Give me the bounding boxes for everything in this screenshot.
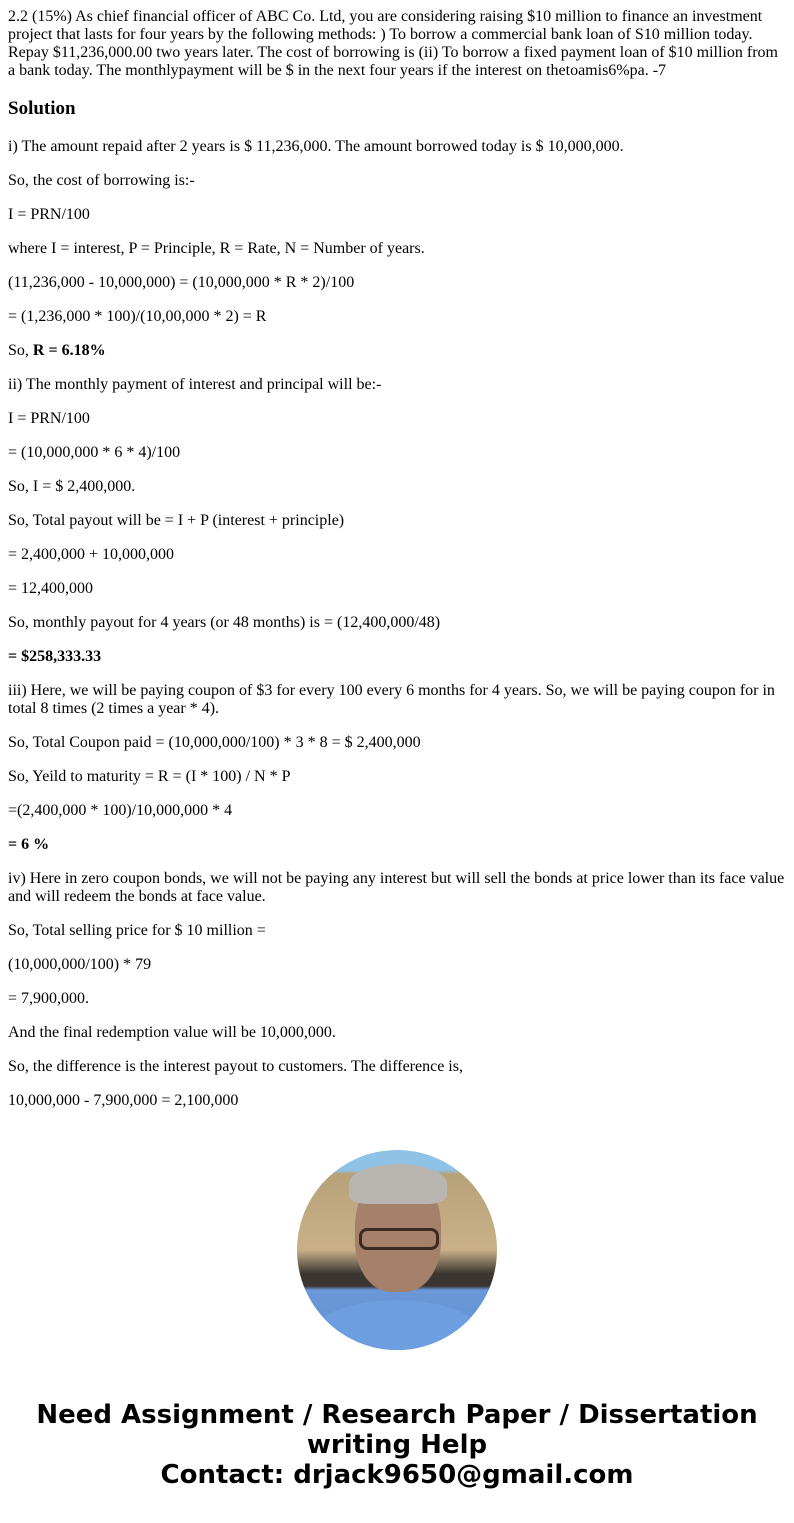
author-photo	[297, 1150, 497, 1350]
solution-paragraph	[8, 648, 786, 666]
paragraph-text: = (1,236,000 * 100)/(10,00,000 * 2) = R	[8, 308, 267, 325]
paragraph-text: ii) The monthly payment of interest and principal will be:-	[8, 376, 382, 393]
solution-paragraph	[8, 308, 786, 326]
solution-paragraph	[8, 990, 786, 1008]
paragraph-text: =(2,400,000 * 100)/10,000,000 * 4	[8, 802, 233, 819]
photo-glasses	[359, 1228, 439, 1250]
paragraph-text: I = PRN/100	[8, 206, 90, 223]
footer-help-text: Need Assignment / Research Paper / Dissertation writing Help	[36, 1400, 758, 1460]
author-photo-container	[0, 1150, 794, 1350]
paragraph-bold-result: R = 6.18%	[32, 342, 106, 359]
solution-paragraph	[8, 1058, 786, 1076]
solution-paragraph	[8, 956, 786, 974]
paragraph-text: (11,236,000 - 10,000,000) = (10,000,000 * R * 2)/100	[8, 274, 355, 291]
solution-paragraph	[8, 1092, 786, 1110]
paragraph-text: 10,000,000 - 7,900,000 = 2,100,000	[8, 1092, 239, 1109]
paragraph-text: So, Total payout will be = I + P (interest + principle)	[8, 512, 345, 529]
paragraph-text: = 2,400,000 + 10,000,000	[8, 546, 175, 563]
solution-heading: Solution	[8, 98, 76, 119]
solution-paragraph	[8, 444, 786, 462]
paragraph-text: So, Total Coupon paid = (10,000,000/100) * 3 * 8 = $ 2,400,000	[8, 734, 421, 751]
solution-paragraph	[8, 342, 786, 360]
paragraph-text: So, the difference is the interest payout to customers. The difference is,	[8, 1058, 463, 1075]
paragraph-text: So,	[8, 342, 33, 359]
paragraph-text: = 7,900,000.	[8, 990, 90, 1007]
solution-paragraph	[8, 836, 786, 854]
footer-contact: Contact: drjack9650@gmail.com	[160, 1460, 634, 1490]
paragraph-text: So, the cost of borrowing is:-	[8, 172, 195, 189]
solution-paragraph	[8, 410, 786, 428]
photo-shirt	[307, 1300, 487, 1350]
paragraph-text: I = PRN/100	[8, 410, 90, 427]
solution-paragraph	[8, 206, 786, 224]
solution-paragraph	[8, 802, 786, 820]
paragraph-text: (10,000,000/100) * 79	[8, 956, 152, 973]
paragraph-text: So, monthly payout for 4 years (or 48 months) is = (12,400,000/48)	[8, 614, 441, 631]
solution-paragraph	[8, 768, 786, 786]
solution-paragraph	[8, 682, 786, 718]
paragraph-bold-result: = $258,333.33	[8, 648, 102, 665]
paragraph-text: iii) Here, we will be paying coupon of $3 for every 100 every 6 months for 4 years. So, we will be paying coupon for in total 8 times (2 times a year * 4).	[8, 682, 775, 717]
solution-paragraph	[8, 922, 786, 940]
paragraph-text: where I = interest, P = Principle, R = Rate, N = Number of years.	[8, 240, 425, 257]
solution-paragraph	[8, 240, 786, 258]
paragraph-bold-result: = 6 %	[8, 836, 50, 853]
solution-paragraph	[8, 478, 786, 496]
solution-body	[8, 138, 786, 1110]
paragraph-text: And the final redemption value will be 10,000,000.	[8, 1024, 336, 1041]
paragraph-text: = 12,400,000	[8, 580, 94, 597]
paragraph-text: So, Yeild to maturity = R = (I * 100) / N * P	[8, 768, 291, 785]
photo-hair	[349, 1164, 447, 1204]
paragraph-text: So, I = $ 2,400,000.	[8, 478, 136, 495]
solution-paragraph	[8, 546, 786, 564]
solution-paragraph	[8, 734, 786, 752]
solution-paragraph	[8, 172, 786, 190]
footer-ad	[0, 1400, 794, 1510]
solution-paragraph	[8, 376, 786, 394]
solution-paragraph	[8, 1024, 786, 1042]
paragraph-text: i) The amount repaid after 2 years is $ 11,236,000. The amount borrowed today is $ 10,000,000.	[8, 138, 624, 155]
solution-paragraph	[8, 614, 786, 632]
solution-paragraph	[8, 870, 786, 906]
solution-paragraph	[8, 138, 786, 156]
solution-paragraph	[8, 512, 786, 530]
paragraph-text: So, Total selling price for $ 10 million =	[8, 922, 266, 939]
question-text: 2.2 (15%) As chief financial officer of ABC Co. Ltd, you are considering raising $10 million to finance an investment project that lasts for four years by the following methods: ) To borrow a commercial bank loan of S10 million today. Repay $11,236,000.00 two years later. The cost of borrowing is (ii) To borrow a fixed payment loan of $10 million from a bank today. The monthlypayment will be $ in the next four years if the interest on thetoamis6%pa. -7	[8, 8, 778, 79]
solution-paragraph	[8, 580, 786, 598]
paragraph-text: = (10,000,000 * 6 * 4)/100	[8, 444, 181, 461]
solution-paragraph	[8, 274, 786, 292]
paragraph-text: iv) Here in zero coupon bonds, we will not be paying any interest but will sell the bonds at price lower than its face value and will redeem the bonds at face value.	[8, 870, 785, 905]
